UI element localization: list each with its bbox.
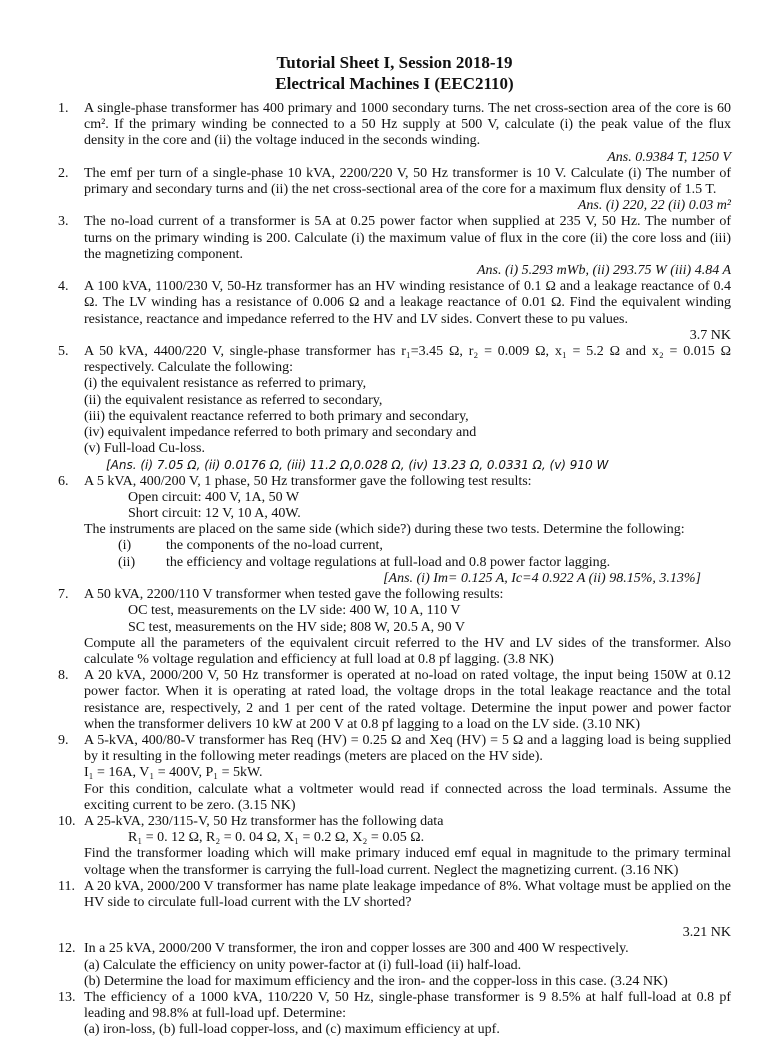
question-number: 10. [58,813,76,829]
question-number: 1. [58,101,69,116]
answer: Ans. (i) 220, 22 (ii) 0.03 m² [577,198,731,214]
question-7 [58,587,731,668]
subpart-label: (i) [118,538,132,554]
question-number: 13. [58,989,76,1005]
question-4 [58,279,731,344]
subpart-text: the components of the no-load current, [166,538,383,554]
question-number: 8. [58,668,69,684]
question-text: The emf per turn of a single-phase 10 kVA, 2200/220 V, 50 Hz transformer is 10 V. Calculate (i) The number of primary and secondary turns and (ii) the net cross-sectional area of the core for a maximum flux density of 1.5 T. [84,165,731,198]
document-title: Tutorial Sheet I, Session 2018-19 [276,53,513,72]
question-text: A 20 kVA, 2000/200 V transformer has name plate leakage impedance of 8%. What voltage must be applied on the HV side to circulate full-load current with the LV shorted? [84,878,731,910]
question-number: 9. [58,732,69,748]
question-2 [58,166,731,215]
question-text-continued: Compute all the parameters of the equivalent circuit referred to the HV and LV sides of the transformer. Also calculate % voltage regulation and efficiency at full load at 0.8 pf lagging. (3.8 NK) [84,635,731,667]
question-text-continued: Find the transformer loading which will make primary induced emf equal in magnitude to the primary terminal voltage when the transformer is carrying the full-load current. Neglect the magnetizing current. (3.16 NK) [84,846,731,878]
test-result-oc: OC test, measurements on the LV side: 400 W, 10 A, 110 V [128,603,461,619]
subpart-2 [84,555,731,571]
question-number: 7. [58,587,69,603]
question-11 [58,879,731,942]
subpart-4: (iv) equivalent impedance referred to both primary and secondary and [84,425,477,441]
question-text: A 20 kVA, 2000/200 V, 50 Hz transformer is operated at no-load on rated voltage, the input being 150W at 0.12 power factor. When it is operating at rated load, the voltage drops in the total leakage reactance and the total resistance are, respectively, 2 and 1 per cent of the rated voltage. Determine the input power and power factor when the transformer delivers 10 kW at 200 V at 0.8 pf lagging to a load on the LV side. (3.10 NK) [84,668,731,732]
test-result-short-circuit: Short circuit: 12 V, 10 A, 40W. [128,506,301,522]
question-13 [58,990,731,1039]
question-12 [58,941,731,990]
question-text: A 25-kVA, 230/115-V, 50 Hz transformer has the following data [84,813,444,829]
answer: Ans. 0.9384 T, 1250 V [607,149,731,165]
question-number: 2. [58,165,69,181]
question-text: A 5-kVA, 400/80-V transformer has Req (HV) = 0.25 Ω and Xeq (HV) = 5 Ω and a lagging load is being supplied by it resulting in the following meter readings (meters are placed on the HV side). [84,732,731,765]
test-result-sc: SC test, measurements on the HV side; 808 W, 20.5 A, 90 V [128,619,466,635]
question-number: 3. [58,214,69,230]
question-reference: 3.7 NK [689,327,731,343]
question-parts: (a) iron-loss, (b) full-load copper-loss, and (c) maximum efficiency at upf. [84,1022,500,1038]
question-number: 4. [58,279,69,295]
subpart-a: (a) Calculate the efficiency on unity power-factor at (i) full-load (ii) half-load. [84,957,522,973]
question-text: A 100 kVA, 1100/230 V, 50-Hz transformer has an HV winding resistance of 0.1 Ω and a leakage reactance of 0.4 Ω. The LV winding has a resistance of 0.006 Ω and a leakage reactance of 0.01 Ω. Find the equivalent winding resistance, reactance and impedance referred to the HV and LV sides. Convert these to pu values. [84,279,731,327]
question-list [58,101,731,1039]
question-8 [58,668,731,733]
subpart-text: the efficiency and voltage regulations at full-load and 0.8 power factor lagging. [166,554,611,570]
question-6 [58,474,731,587]
question-number: 12. [58,941,76,957]
question-3 [58,214,731,279]
document-header [58,52,731,94]
transformer-data: R₁ = 0. 12 Ω, R₂ = 0. 04 Ω, X₁ = 0.2 Ω, X₂ = 0.05 Ω. [128,830,425,846]
subpart-5: (v) Full-load Cu-loss. [84,441,205,457]
question-10 [58,814,731,879]
answer: [Ans. (i) 7.05 Ω, (ii) 0.0176 Ω, (iii) 11.2 Ω,0.028 Ω, (iv) 13.23 Ω, 0.0331 Ω, (v) 910 W [106,458,609,473]
subpart-b: (b) Determine the load for maximum efficiency and the iron- and the copper-loss in this case. (3.24 NK) [84,973,668,989]
question-number: 5. [58,344,69,360]
subpart-label: (ii) [118,554,136,570]
subpart-2: (ii) the equivalent resistance as referred to secondary, [84,392,383,408]
document-subtitle: Electrical Machines I (EEC2110) [275,74,514,93]
question-text: The efficiency of a 1000 kVA, 110/220 V, 50 Hz, single-phase transformer is 9 8.5% at half full-load at 0.8 pf leading and 98.8% at full-load upf. Determine: [84,989,731,1022]
subpart-1: (i) the equivalent resistance as referred to primary, [84,376,367,392]
subpart-1 [84,538,731,554]
question-number: 11. [58,878,75,894]
question-reference: 3.21 NK [682,925,731,941]
question-text: A single-phase transformer has 400 primary and 1000 secondary turns. The net cross-section area of the core is 60 cm². If the primary winding be connected to a 50 Hz supply at 500 V, calculate (i) the peak value of the flux density in the core and (ii) the voltage induced in the seconds winding. [84,101,731,149]
question-text: The no-load current of a transformer is 5A at 0.25 power factor when supplied at 235 V, 50 Hz. The number of turns on the primary winding is 200. Calculate (i) the maximum value of flux in the core (ii) the core loss and (iii) the magnetizing component. [84,214,731,262]
question-text-continued: For this condition, calculate what a voltmeter would read if connected across the load terminals. Assume the exciting current to be zero. (3.15 NK) [84,781,731,813]
answer: Ans. (i) 5.293 mWb, (ii) 293.75 W (iii) 4.84 A [476,263,731,279]
question-5 [58,344,731,474]
question-1 [58,101,731,166]
question-text: In a 25 kVA, 2000/200 V transformer, the iron and copper losses are 300 and 400 W respectively. [84,941,629,957]
meter-readings: I₁ = 16A, V₁ = 400V, P₁ = 5kW. [84,765,263,781]
question-number: 6. [58,473,69,489]
question-text: A 50 kVA, 2200/110 V transformer when tested gave the following results: [84,587,504,603]
question-text-continued: The instruments are placed on the same side (which side?) during these two tests. Determine the following: [84,522,685,538]
question-9 [58,733,731,814]
test-result-open-circuit: Open circuit: 400 V, 1A, 50 W [128,489,300,505]
question-text: A 50 kVA, 4400/220 V, single-phase transformer has r₁=3.45 Ω, r₂ = 0.009 Ω, x₁ = 5.2 Ω and x₂ = 0.015 Ω respectively. Calculate the following: [84,344,731,376]
answer: [Ans. (i) Im= 0.125 A, Ic=4 0.922 A (ii) 98.15%, 3.13%] [383,570,701,586]
subpart-3: (iii) the equivalent reactance referred to both primary and secondary, [84,408,469,424]
question-text: A 5 kVA, 400/200 V, 1 phase, 50 Hz transformer gave the following test results: [84,473,532,489]
